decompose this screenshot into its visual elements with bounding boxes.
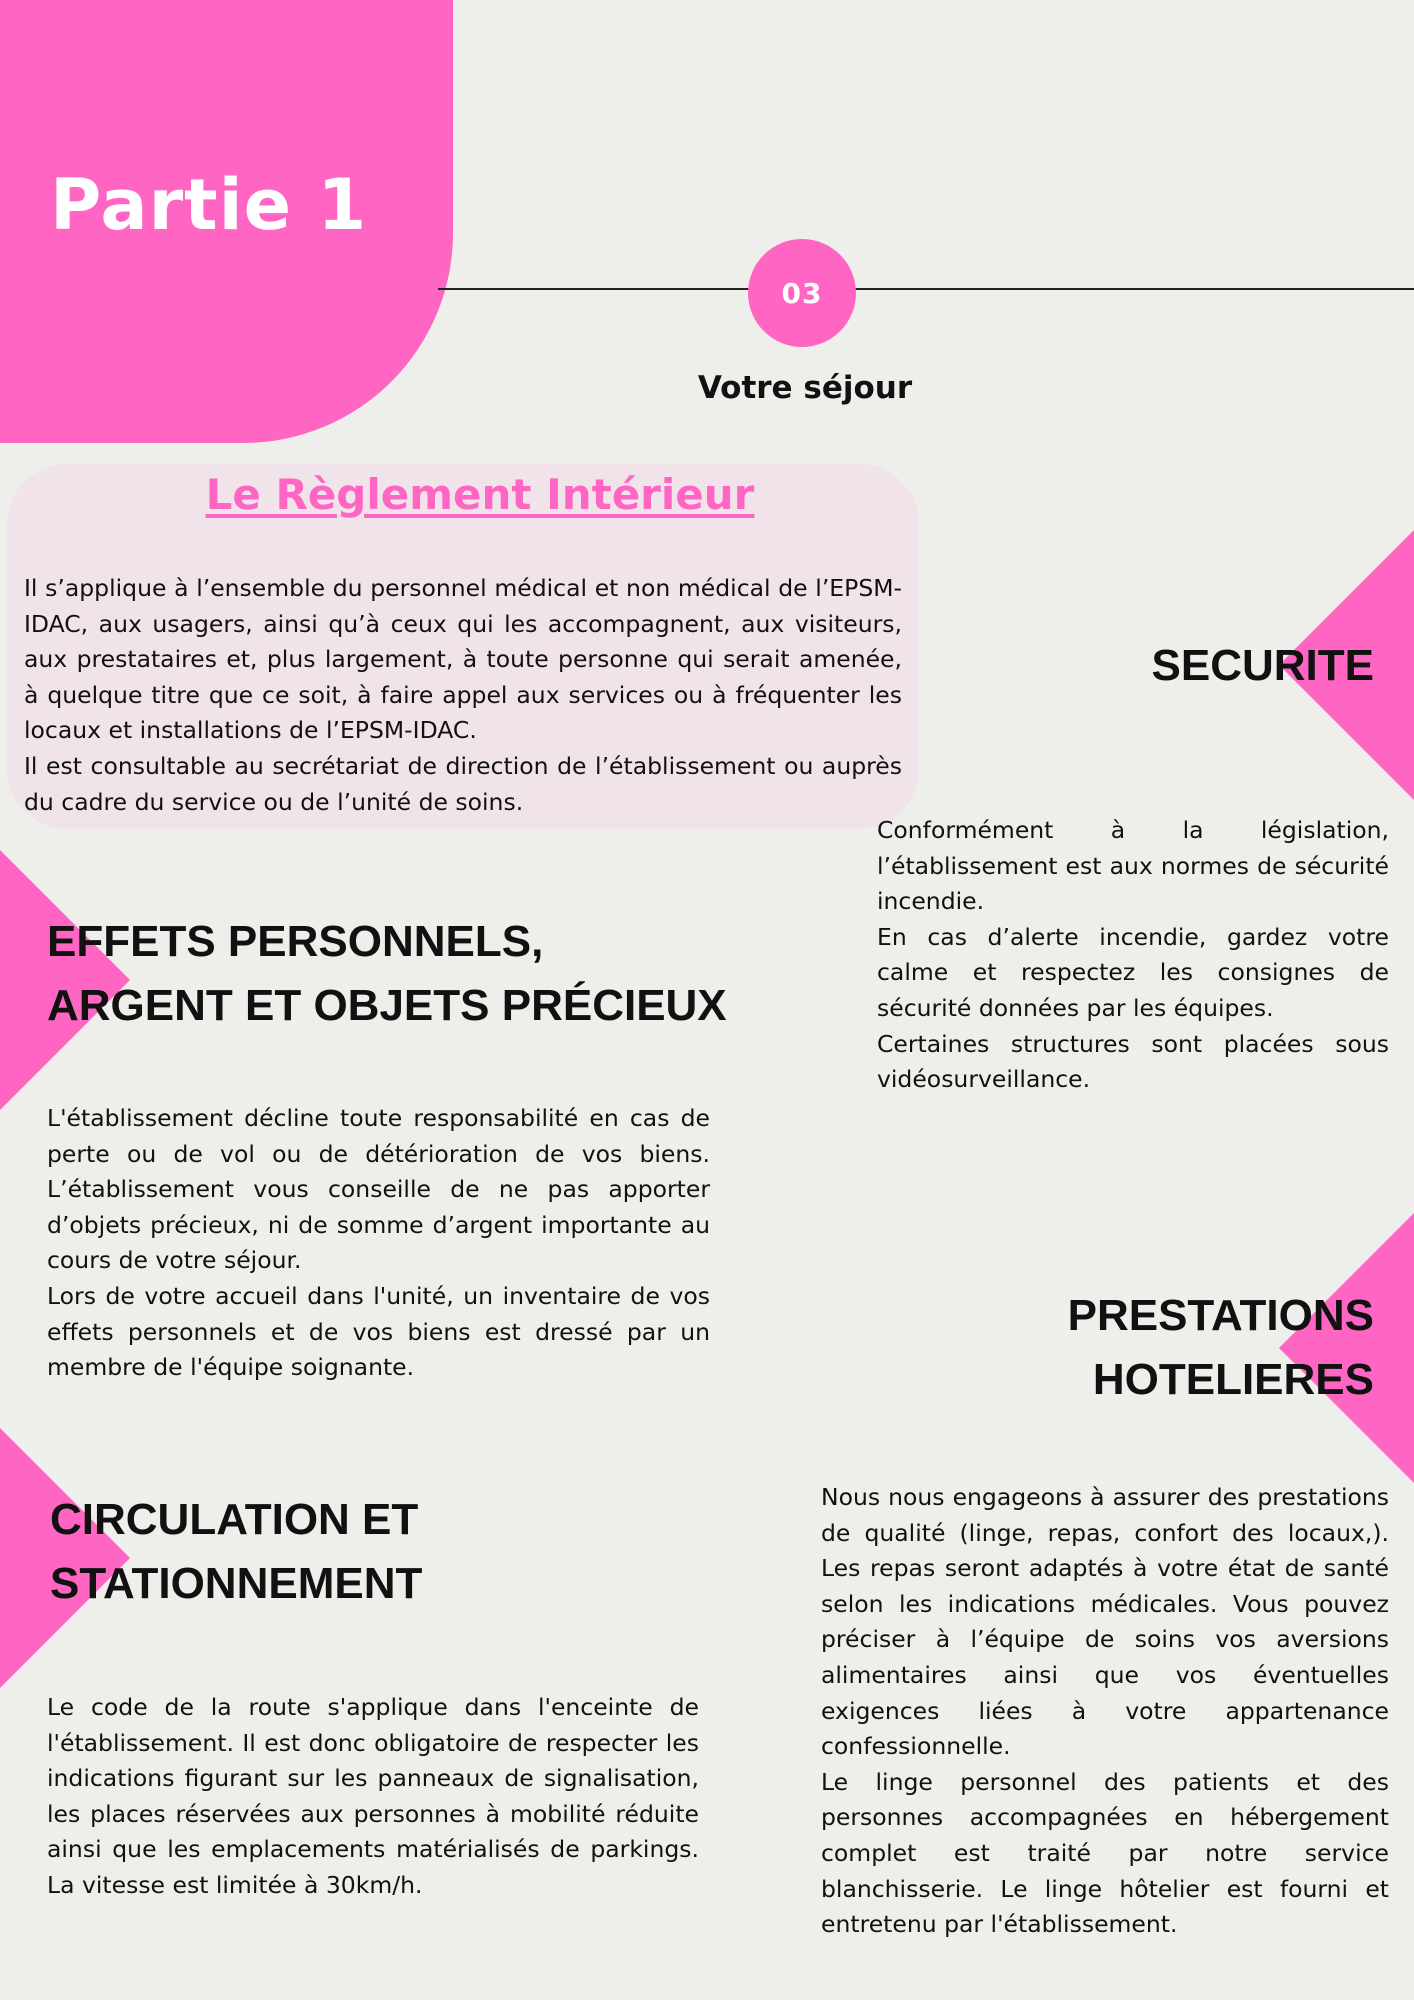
securite-paragraph: Conformément à la législation, l’établissement est aux normes de sécurité incendie. bbox=[877, 816, 1389, 916]
effets-heading bbox=[47, 910, 727, 1038]
circulation-heading-line: STATIONNEMENT bbox=[50, 1559, 423, 1608]
prestations-heading-line: HOTELIERES bbox=[1092, 1355, 1374, 1404]
circulation-heading bbox=[50, 1488, 422, 1616]
securite-paragraph: En cas d’alerte incendie, gardez votre calme et respectez les consignes de sécurité données par les équipes. bbox=[877, 922, 1389, 1022]
securite-text bbox=[877, 813, 1389, 1098]
reglement-paragraph: Il s’applique à l’ensemble du personnel médical et non médical de l’EPSM-IDAC, aux usagers, ainsi qu’à ceux qui les accompagnent, aux visiteurs, aux prestataires et, plus largement, à toute personne qui serait amenée, à quelque titre que ce soit, à faire appel aux services ou à fréquenter les locaux et installations de l’EPSM-IDAC. bbox=[24, 574, 902, 745]
part-title: Partie 1 bbox=[50, 164, 368, 246]
circulation-heading-line: CIRCULATION ET bbox=[50, 1495, 419, 1544]
securite-paragraph: Certaines structures sont placées sous vidéosurveillance. bbox=[877, 1029, 1389, 1094]
prestations-heading-line: PRESTATIONS bbox=[1067, 1291, 1374, 1340]
section-subtitle: Votre séjour bbox=[697, 370, 913, 406]
prestations-paragraph: Nous nous engageons à assurer des prestations de qualité (linge, repas, confort des locaux,). Les repas seront adaptés à votre état de santé selon les indications médicales. Vous pouvez préciser à l’équipe de soins vos aversions alimentaires ainsi que vos éventuelles exigences liées à votre appartenance confessionnelle. bbox=[821, 1483, 1389, 1761]
effets-heading-line: EFFETS PERSONNELS, bbox=[47, 917, 544, 966]
securite-heading: SECURITE bbox=[1151, 641, 1374, 690]
prestations-paragraph: Le linge personnel des patients et des personnes accompagnées en hébergement complet est traité par notre service blanchisserie. Le linge hôtelier est fourni et entretenu par l'établissement. bbox=[821, 1767, 1389, 1939]
effets-paragraph: Lors de votre accueil dans l'unité, un inventaire de vos effets personnels et de vos biens est dressé par un membre de l'équipe soignante. bbox=[47, 1281, 710, 1382]
timeline-divider bbox=[438, 288, 1414, 290]
effets-paragraph: L'établissement décline toute responsabilité en cas de perte ou de vol ou de détérioration de vos biens. L’établissement vous conseille de ne pas apporter d’objets précieux, ni de somme d’argent importante au cours de votre séjour. bbox=[47, 1104, 710, 1275]
prestations-heading bbox=[1068, 1284, 1374, 1412]
reglement-paragraph: Il est consultable au secrétariat de direction de l’établissement ou auprès du cadre du service ou de l’unité de soins. bbox=[24, 751, 902, 816]
prestations-text bbox=[821, 1480, 1389, 1943]
reglement-text bbox=[24, 571, 902, 820]
page-number-badge: 03 bbox=[748, 239, 856, 347]
circulation-text bbox=[47, 1690, 699, 1904]
effets-text bbox=[47, 1101, 710, 1386]
effets-heading-line: ARGENT ET OBJETS PRÉCIEUX bbox=[47, 981, 727, 1030]
circulation-paragraph: Le code de la route s'applique dans l'enceinte de l'établissement. Il est donc obligatoire de respecter les indications figurant sur les panneaux de signalisation, les places réservées aux personnes à mobilité réduite ainsi que les emplacements matérialisés de parkings. La vitesse est limitée à 30km/h. bbox=[47, 1693, 699, 1899]
reglement-title: Le Règlement Intérieur bbox=[205, 470, 755, 519]
